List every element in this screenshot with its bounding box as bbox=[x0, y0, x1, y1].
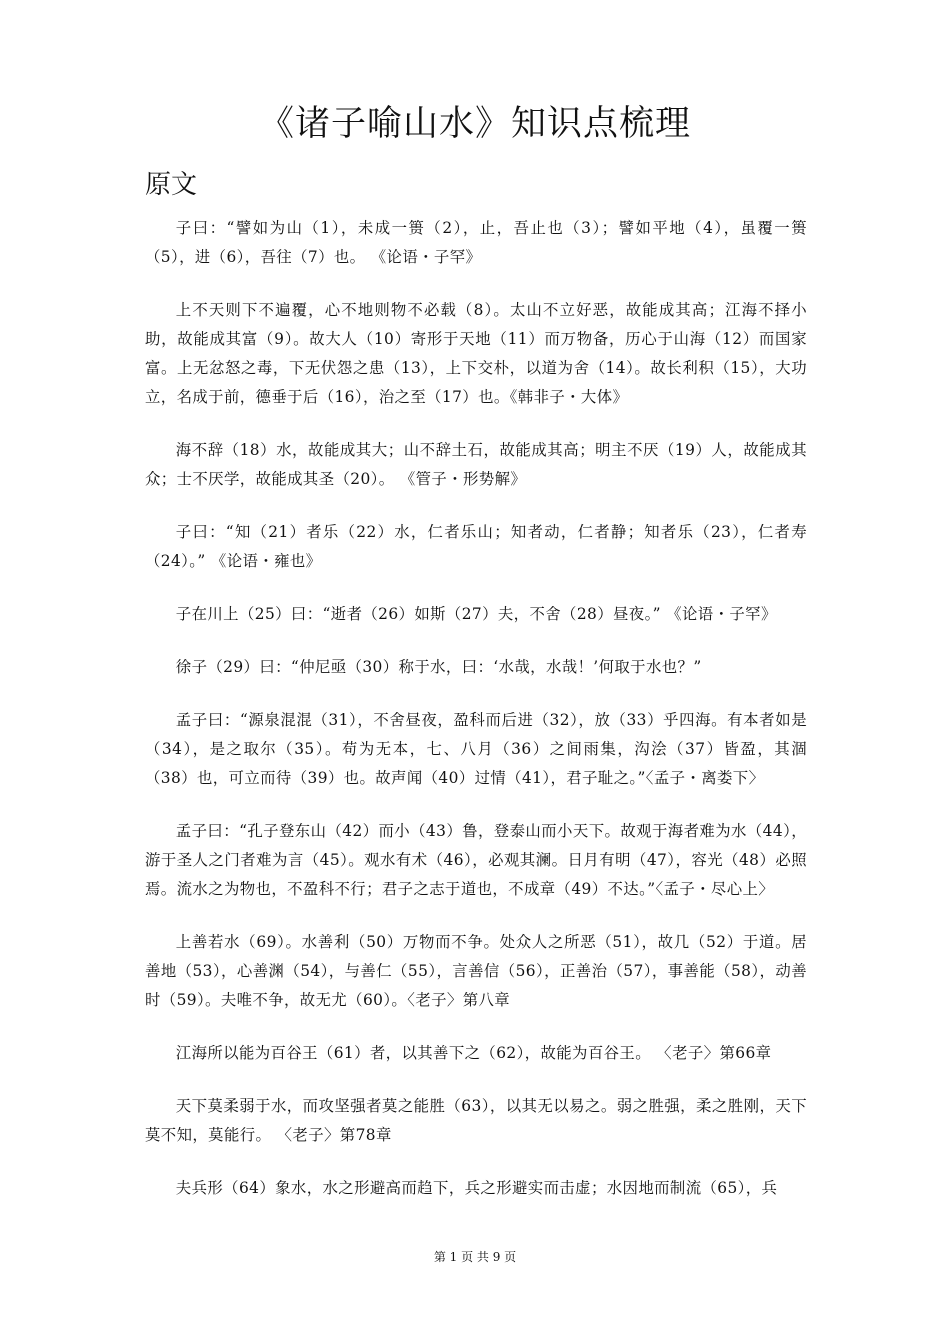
paragraph-laozi-ch78: 天下莫柔弱于水，而攻坚强者莫之能胜（63），以其无以易之。弱之胜强，柔之胜刚，天下莫不知，莫能行。 〈老子〉第78章 bbox=[145, 1097, 807, 1144]
paragraph-xuzi: 徐子（29）曰：“仲尼亟（30）称于水，曰：‘水哉，水哉！’何取于水也？” bbox=[175, 658, 702, 676]
paragraph-hanfeizi-dati: 上不天则下不遍覆，心不地则物不必载（8）。太山不立好恶，故能成其高；江海不择小助，故能成其富（9）。故大人（10）寄形于天地（11）而万物备，历心于山海（12）而国家富。上无忿怒之毒，下无伏怨之患（13），上下交朴，以道为舍（14）。故长利积（15），大功立，名成于前，德垂于后（16），治之至（17）也。《韩非子・大体》 bbox=[145, 301, 807, 406]
paragraph-laozi-ch66: 江海所以能为百谷王（61）者，以其善下之（62），故能为百谷王。 〈老子〉第66章 bbox=[175, 1044, 772, 1062]
paragraph-lunyu-yongye: 子曰：“知（21）者乐（22）水，仁者乐山；知者动，仁者静；知者乐（23），仁者寿（24）。” 《论语・雍也》 bbox=[145, 523, 807, 570]
paragraph-mengzi-jinxinshang: 孟子曰：“孔子登东山（42）而小（43）鲁，登泰山而小天下。故观于海者难为水（44），游于圣人之门者难为言（45）。观水有术（46），必观其澜。日月有明（47），容光（48）必照焉。流水之为物也，不盈科不行；君子之志于道也，不成章（49）不达。”〈孟子・尽心上〉 bbox=[145, 822, 807, 898]
document-body bbox=[145, 214, 807, 1227]
document-title: 《诸子喻山水》知识点梳理 bbox=[258, 104, 691, 144]
paragraph-bingxing: 夫兵形（64）象水，水之形避高而趋下，兵之形避实而击虚；水因地而制流（65），兵 bbox=[175, 1179, 778, 1197]
paragraph-lunyu-zihan-2: 子在川上（25）曰：“逝者（26）如斯（27）夫，不舍（28）昼夜。” 《论语・子罕》 bbox=[175, 605, 777, 623]
paragraph-lunyu-zihan-1: 子曰：“譬如为山（1），未成一篑（2），止，吾止也（3）；譬如平地（4），虽覆一篑（5），进（6），吾往（7）也。 《论语・子罕》 bbox=[145, 219, 807, 266]
section-heading-original-text: 原文 bbox=[145, 170, 198, 200]
paragraph-guanzi-xingshijie: 海不辞（18）水，故能成其大；山不辞土石，故能成其高；明主不厌（19）人，故能成其众；士不厌学，故能成其圣（20）。 《管子・形势解》 bbox=[145, 441, 807, 488]
page-footer: 第 1 页 共 9 页 bbox=[433, 1250, 517, 1264]
paragraph-laozi-ch8: 上善若水（69）。水善利（50）万物而不争。处众人之所恶（51），故几（52）于道。居善地（53），心善渊（54），与善仁（55），言善信（56），正善治（57），事善能（58），动善时（59）。夫唯不争，故无尤（60）。〈老子〉第八章 bbox=[145, 933, 807, 1009]
paragraph-mengzi-lilouxia: 孟子曰：“源泉混混（31），不舍昼夜，盈科而后进（32），放（33）乎四海。有本者如是（34），是之取尔（35）。苟为无本，七、八月（36）之间雨集，沟浍（37）皆盈，其涸（38）也，可立而待（39）也。故声闻（40）过情（41），君子耻之。”〈孟子・离娄下〉 bbox=[145, 711, 807, 787]
